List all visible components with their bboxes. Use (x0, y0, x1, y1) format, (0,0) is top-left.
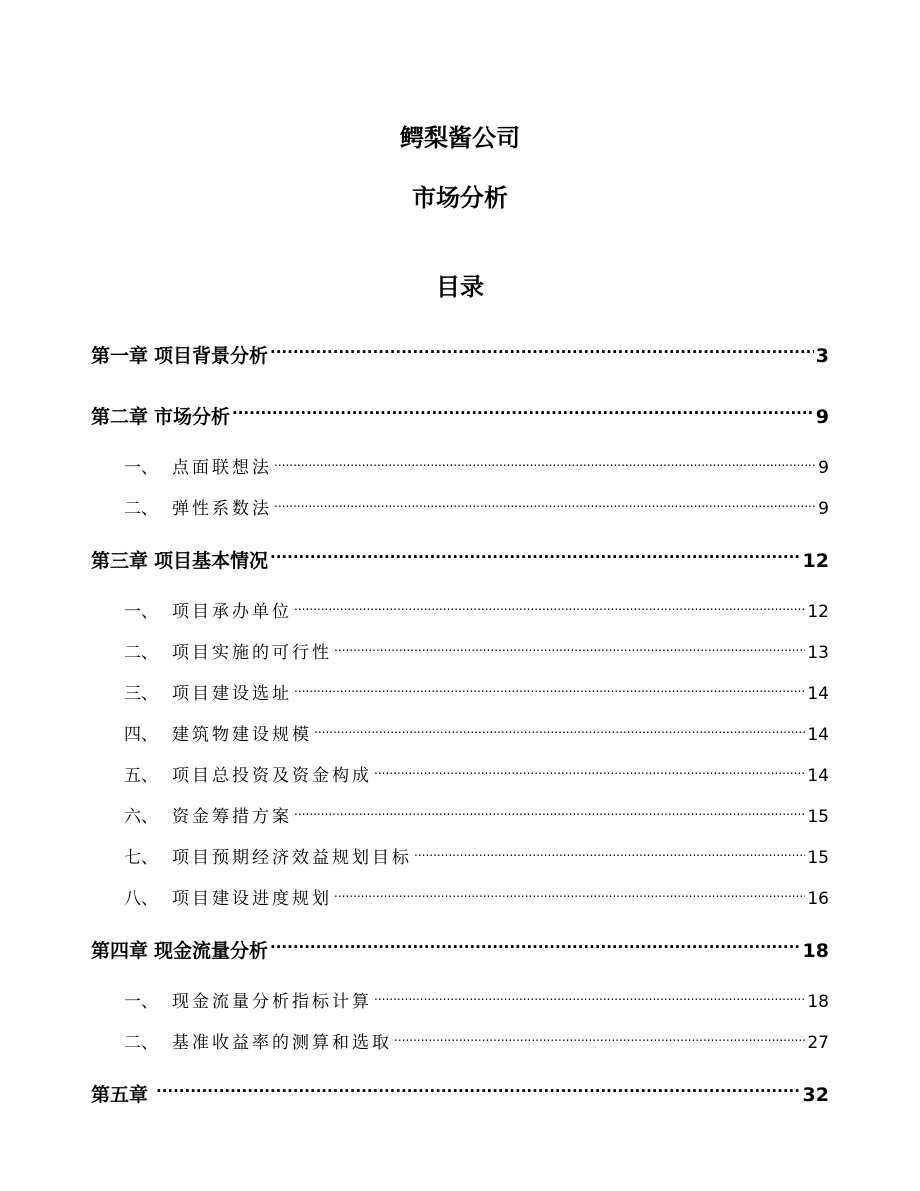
toc-section-3-6[interactable] (124, 798, 829, 827)
toc-section-4-1[interactable] (124, 983, 829, 1012)
toc-entry-label: 项目总投资及资金构成 (172, 766, 372, 786)
toc-page-number: 9 (815, 406, 829, 428)
toc-page-number: 18 (807, 992, 829, 1012)
toc-dot-leader (274, 449, 816, 473)
toc-section-3-4[interactable] (124, 716, 829, 745)
toc-entry-label: 基准收益率的测算和选取 (172, 1033, 392, 1053)
toc-dot-leader (270, 334, 814, 362)
toc-heading: 目录 (436, 273, 484, 301)
company-title: 鳄梨酱公司 (400, 124, 520, 152)
toc-page-number: 32 (802, 1084, 829, 1106)
toc-entry-label: 项目预期经济效益规划目标 (172, 848, 412, 868)
toc-dot-leader (232, 395, 814, 423)
toc-entry-number: 一、 (124, 992, 158, 1012)
toc-entry-number: 三、 (124, 684, 158, 704)
toc-dot-leader (270, 929, 801, 957)
toc-entry-number: 二、 (124, 499, 158, 519)
toc-section-3-1[interactable] (124, 593, 829, 622)
toc-page-number: 9 (818, 499, 829, 519)
toc-entry-number: 一、 (124, 602, 158, 622)
toc-entry-number: 五、 (124, 766, 158, 786)
toc-dot-leader (294, 675, 805, 699)
toc-page-number: 15 (807, 807, 829, 827)
toc-page-number: 14 (807, 684, 829, 704)
toc-dot-leader (314, 716, 805, 740)
toc-entry-number: 第五章 (91, 1084, 149, 1106)
toc-page-number: 12 (807, 602, 829, 622)
toc-entry-label: 项目建设进度规划 (172, 889, 332, 909)
toc-entry-label: 弹性系数法 (172, 499, 272, 519)
toc-entry-number: 一、 (124, 458, 158, 478)
toc-dot-leader (374, 983, 805, 1007)
toc-dot-leader (414, 839, 805, 863)
toc-dot-leader (270, 539, 801, 567)
toc-dot-leader (294, 593, 805, 617)
toc-entry-number: 六、 (124, 807, 158, 827)
toc-section-3-3[interactable] (124, 675, 829, 704)
toc-entry-label: 资金筹措方案 (172, 807, 292, 827)
toc-entry-number: 第三章 (91, 550, 149, 572)
toc-entry-number: 第一章 (91, 345, 149, 367)
toc-entry-number: 二、 (124, 643, 158, 663)
toc-entry-number: 八、 (124, 889, 158, 909)
toc-page-number: 14 (807, 766, 829, 786)
toc-page-number: 9 (818, 458, 829, 478)
toc-chapter-3[interactable] (91, 539, 829, 572)
toc-entry-number: 四、 (124, 725, 158, 745)
toc-entry-label: 项目实施的可行性 (172, 643, 332, 663)
toc-dot-leader (274, 490, 816, 514)
toc-entry-number: 七、 (124, 848, 158, 868)
toc-section-3-8[interactable] (124, 880, 829, 909)
toc-entry-label: 点面联想法 (172, 458, 272, 478)
toc-page-number: 3 (815, 345, 829, 367)
toc-entry-number: 第四章 (91, 940, 149, 962)
toc-entry-label: 项目基本情况 (154, 550, 269, 572)
toc-section-3-5[interactable] (124, 757, 829, 786)
toc-entry-label: 现金流量分析 (154, 940, 269, 962)
toc-entry-label: 建筑物建设规模 (172, 725, 312, 745)
toc-section-3-7[interactable] (124, 839, 829, 868)
document-title: 市场分析 (412, 184, 508, 212)
toc-page-number: 16 (807, 889, 829, 909)
toc-section-4-2[interactable] (124, 1024, 829, 1053)
toc-dot-leader (334, 634, 805, 658)
toc-dot-leader (156, 1073, 801, 1101)
toc-dot-leader (294, 798, 805, 822)
toc-dot-leader (374, 757, 805, 781)
toc-dot-leader (394, 1024, 805, 1048)
toc-entry-label: 项目承办单位 (172, 602, 292, 622)
toc-chapter-5[interactable] (91, 1073, 829, 1106)
toc-entry-label: 现金流量分析指标计算 (172, 992, 372, 1012)
toc-page-number: 27 (807, 1033, 829, 1053)
toc-section-2-1[interactable] (124, 449, 829, 478)
toc-entry-label: 市场分析 (154, 406, 231, 428)
toc-page-number: 14 (807, 725, 829, 745)
toc-page-number: 12 (802, 550, 829, 572)
toc-chapter-2[interactable] (91, 395, 829, 428)
toc-entry-number: 第二章 (91, 406, 149, 428)
toc-section-3-2[interactable] (124, 634, 829, 663)
toc-page-number: 18 (802, 940, 829, 962)
toc-chapter-4[interactable] (91, 929, 829, 962)
toc-entry-number: 二、 (124, 1033, 158, 1053)
toc-chapter-1[interactable] (91, 334, 829, 367)
toc-entry-label: 项目背景分析 (154, 345, 269, 367)
toc-entry-label: 项目建设选址 (172, 684, 292, 704)
toc-page-number: 15 (807, 848, 829, 868)
toc-page-number: 13 (807, 643, 829, 663)
toc-section-2-2[interactable] (124, 490, 829, 519)
toc-dot-leader (334, 880, 805, 904)
